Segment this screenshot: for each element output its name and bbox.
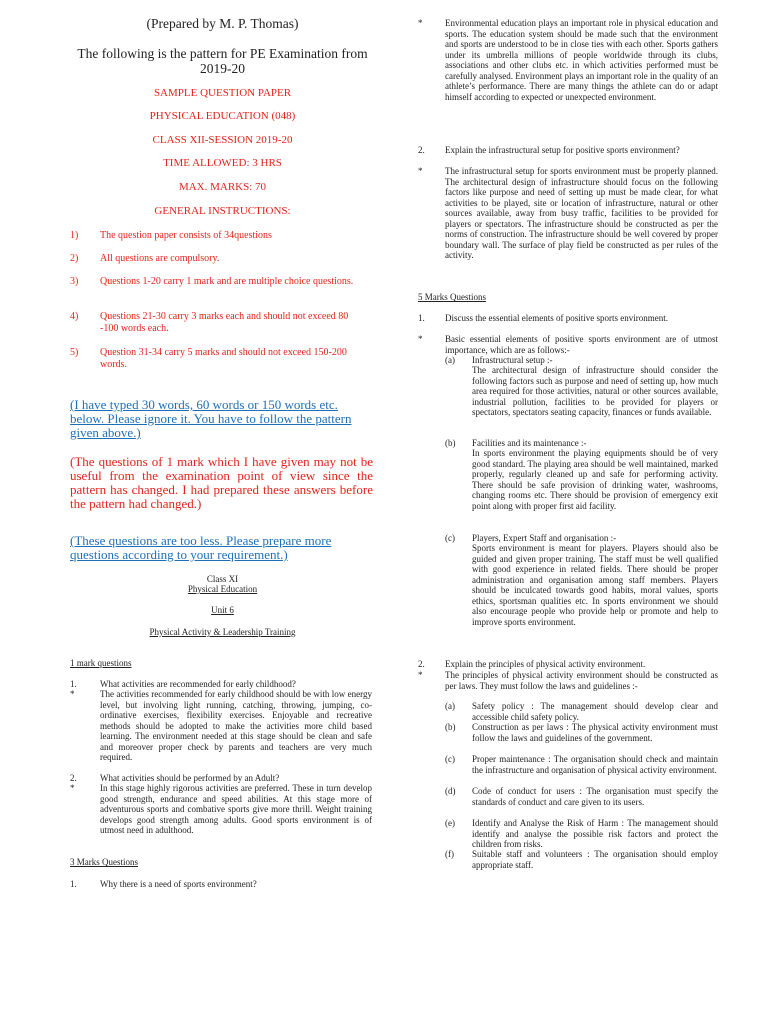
note-pattern-changed: (The questions of 1 mark which I have given may not be useful from the examination point of view since the pattern has changed. I had prepared these answers before the pattern had changed.) [70,454,373,511]
principle-label: (d) [445,786,456,796]
question-text: Why there is a need of sports environment? [100,879,257,889]
time-allowed: TIME ALLOWED: 3 HRS [163,157,282,169]
answer-marker: * [418,334,423,344]
one-mark-heading: 1 mark questions [70,658,132,668]
class-session: CLASS XII-SESSION 2019-20 [152,134,293,146]
element-title: Facilities and its maintenance :- [472,438,587,448]
instruction-text: Question 31-34 carry 5 marks and should not exceed 150-200 words. [100,347,347,370]
principle-label: (b) [445,722,456,732]
unit-label: Unit 6 [211,605,234,615]
instruction-number: 4) [70,311,79,322]
instruction-text: All questions are compulsory. [100,253,220,264]
element-text: Sports environment is meant for players. Players should also be guided and given proper training. The staff must be well qualified with good experience in related fields. There should be proper administration and organisation among staff members. Players should be inculcated towards good habits, moral values, sports ethics, sportsman qualities etc. In sports environment we should also encourage people who provide help or promote and help to improve sports environment. [472,543,718,627]
class-label: Class XI [206,574,239,584]
instruction-number: 1) [70,230,79,241]
question-number: 2. [418,145,425,155]
three-marks-heading: 3 Marks Questions [70,857,138,867]
answer-text: The infrastructural setup for sports environment must be properly planned. The architectural design of infrastructure should focus on the following factors like purpose and need of setting up must be made clear, for what activities to be played, site or location of infrastructure, natural or other sources available, away from busy traffic, facilities to be provided for players or spectators. The infrastructure should be constructed as per the norms of construction. The infrastructure should be well covered by proper boundary wall. The surface of play field be constructed as per rules of the activity. [445,166,718,260]
instruction-text: Questions 21-30 carry 3 marks each and should not exceed 80 -100 words each. [100,311,349,334]
principle-label: (a) [445,701,455,711]
principle-text: Proper maintenance : The organisation should check and maintain the infrastructure and organisation of physical activity environment. [472,754,718,775]
topic-label: Physical Activity & Leadership Training [149,627,296,637]
question-text: What activities should be performed by an Adult? [100,773,280,783]
answer-marker: * [418,18,423,28]
principle-text: Code of conduct for users : The organisation must specify the standards of conduct and care given to its users. [472,786,718,807]
principle-label: (e) [445,818,455,828]
instruction-text: Questions 1-20 carry 1 mark and are multiple choice questions. [100,276,354,287]
question-number: 1. [418,313,425,323]
principle-text: Safety policy : The management should develop clear and accessible child safety policy. [472,701,718,722]
element-title: Players, Expert Staff and organisation :- [472,533,617,543]
subject-label: Physical Education [187,584,258,594]
element-text: The architectural design of infrastructure should consider the following factors such as purpose and need of setting up, how much area required for those activities, natural or other sources available, industrial pollution, facilities to be provided for players or spectators, spectators seating capacity, finances or funds available. [472,365,718,417]
answer-text: The principles of physical activity environment should be constructed as per laws. They must follow the laws and guidelines :- [445,670,718,691]
answer-text: In this stage highly rigorous activities are preferred. These in turn develop good strength, endurance and speed abilities. At this stage more of adventurous sports and combative sports give more thrill. Weight training develops good strength among adults. Good sports environment is of utmost need in adulthood. [100,783,372,835]
principle-text: Suitable staff and volunteers : The organisation should employ appropriate staff. [472,849,718,870]
answer-marker: * [418,670,423,680]
principle-text: Construction as per laws : The physical activity environment must follow the laws and guidelines of the government. [472,722,718,743]
instruction-number: 5) [70,347,79,358]
instructions-heading: GENERAL INSTRUCTIONS: [154,205,291,217]
prepared-by: (Prepared by M. P. Thomas) [146,16,299,31]
five-marks-heading: 5 Marks Questions [418,292,486,302]
element-label: (b) [445,438,456,448]
answer-text: The activities recommended for early childhood should be with low energy level, but involving light running, catching, throwing, jumping, co-ordinative exercises, flexibility exercises. Enjoyable and recreative methods should be adopted to make the activities more child based learning. The environment needed at this stage should be clean and safe and moreover proper check by parents and teachers are very much required. [100,689,372,762]
instruction-text: The question paper consists of 34questions [100,230,272,241]
answer-marker: * [70,689,75,699]
answer-text: Basic essential elements of positive sports environment are of utmost importance, which are as follows:- [445,334,718,355]
question-text: What activities are recommended for early childhood? [100,679,296,689]
note-prepare-more: (These questions are too less. Please prepare more questions according to your requirement.) [70,533,332,562]
principle-label: (c) [445,754,455,764]
note-ignore-word-counts: (I have typed 30 words, 60 words or 150 words etc. below. Please ignore it. You have to follow the pattern given above.) [70,397,352,440]
answer-marker: * [418,166,423,176]
question-number: 1. [70,879,77,889]
answer-marker: * [70,783,75,793]
pattern-heading: The following is the pattern for PE Examination from 2019-20 [77,46,368,76]
instruction-number: 2) [70,253,79,264]
answer-text: Environmental education plays an important role in physical education and sports. The education system should be made such that the environment and sports are understood to be in close ties with each other. Sports gathers under its umbrella millions of people worldwide through its clubs, associations and other clubs etc. in which activities performed must be carefully analysed. Environment plays an important role in the quality of an athlete’s performance. There are many things the athlete can do or adapt himself according to expected or unexpected environment. [445,18,718,102]
subject-title: PHYSICAL EDUCATION (048) [149,110,296,122]
question-text: Explain the infrastructural setup for positive sports environment? [445,145,680,155]
element-title: Infrastructural setup :- [472,355,553,365]
instruction-number: 3) [70,276,79,287]
element-label: (c) [445,533,455,543]
max-marks: MAX. MARKS: 70 [178,181,267,193]
element-label: (a) [445,355,455,365]
question-number: 1. [70,679,77,689]
principle-text: Identify and Analyse the Risk of Harm : The management should identify and analyse the possible risk factors and protect the children from risks. [472,818,718,849]
principle-label: (f) [445,849,454,859]
element-text: In sports environment the playing equipments should be of very good standard. The playing area should be well maintained, marked properly, regularly cleaned up and safe for performing activity. There should be safe provision of drinking water, washrooms, changing rooms etc. There should be provision of emergency exit point along with proper first aid facility. [472,448,718,511]
question-number: 2. [418,659,425,669]
question-number: 2. [70,773,77,783]
question-text: Discuss the essential elements of positive sports environment. [445,313,668,323]
sample-paper-title: SAMPLE QUESTION PAPER [153,87,292,99]
question-text: Explain the principles of physical activity environment. [445,659,646,669]
